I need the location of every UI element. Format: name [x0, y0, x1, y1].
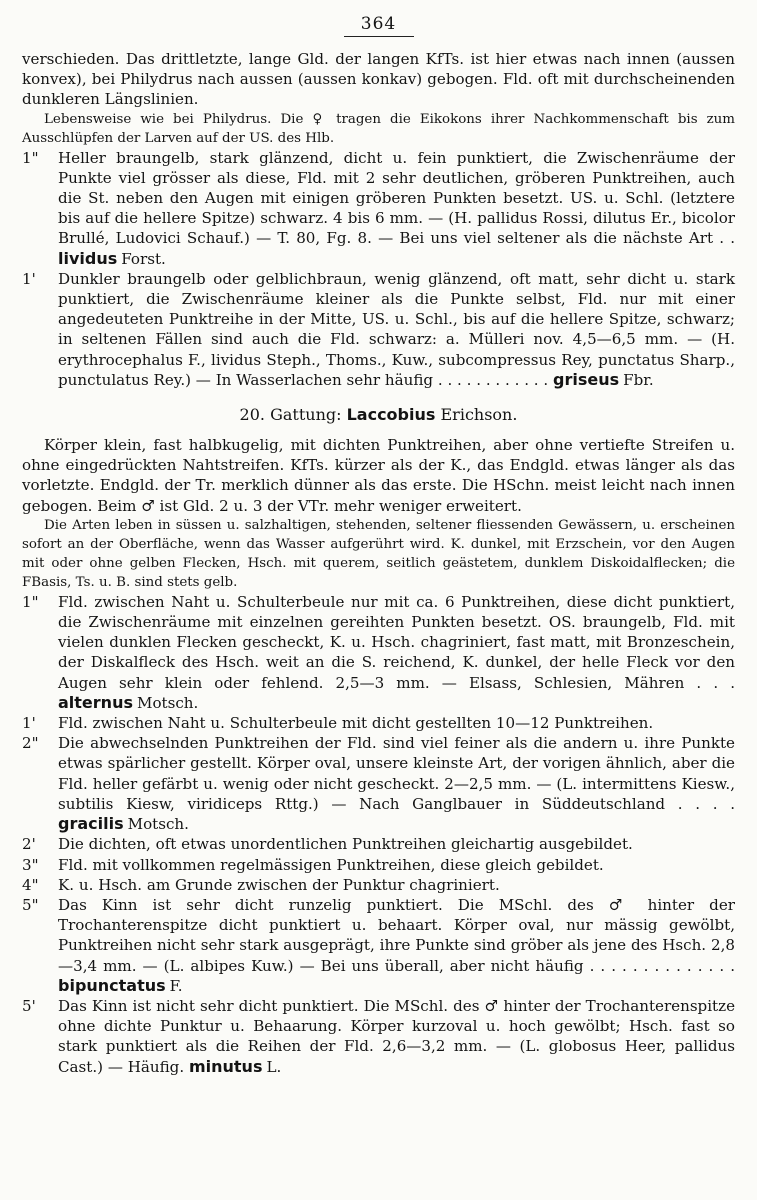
entry-text [58, 996, 735, 1077]
key-entry [22, 592, 735, 713]
genus-author: Erichson. [440, 405, 518, 425]
species-name: griseus [553, 369, 620, 389]
entry-number: 1" [22, 592, 39, 611]
entry-number: 1' [22, 714, 36, 733]
species-author: Motsch. [127, 815, 189, 834]
key-entry [22, 269, 735, 390]
entry-text [58, 592, 735, 713]
key-entries-hydrobius [22, 148, 735, 390]
entry-number: 4" [22, 875, 39, 894]
entry-number: 5' [22, 996, 36, 1015]
key-entry [22, 875, 735, 895]
species-name: lividus [58, 248, 118, 268]
entry-text [58, 895, 735, 996]
genus-name: Laccobius [346, 405, 436, 425]
header-rule [344, 36, 414, 37]
entry-number: 3" [22, 855, 39, 874]
entry-number: 5" [22, 895, 39, 914]
entry-description: Das Kinn ist nicht sehr dicht punktiert. Die MSchl. des ♂ hinter der Trochanterenspitze ohne dichte Punktur u. Behaarung. Körper kurzoval u. hoch gewölbt; Hsch. fast so stark punktiert als die Reihen der Fld. 2,6—3,2 mm. — (L. globosus Heer, pallidus Cast.) — Häufig. [58, 996, 735, 1076]
species-author: Forst. [121, 249, 166, 268]
entry-number: 1" [22, 148, 39, 167]
intro-paragraph: verschieden. Das drittletzte, lange Gld. der langen KfTs. ist hier etwas nach innen (aussen konvex), bei Philydrus nach aussen (aussen konkav) gebogen. Fld. oft mit durchscheinenden dunkleren Längslinien. [22, 50, 735, 109]
entry-description: Fld. zwischen Naht u. Schulterbeule nur mit ca. 6 Punktreihen, diese dicht punktiert, die Zwischenräume mit einzelnen gereihten Punkten besetzt. OS. braungelb, Fld. mit vielen dunklen Flecken gescheckt, K. u. Hsch. chagriniert, fast matt, mit Bronzeschein, der Diskalfleck des Hsch. weit an die S. reichend, K. dunkel, der helle Fleck vor den Augen sehr klein oder fehlend. 2,5—3 mm. — Elsass, Schlesien, Mähren . . . [58, 592, 735, 692]
entry-description: Dunkler braungelb oder gelblichbraun, wenig glänzend, oft matt, sehr dicht u. stark punktiert, die Zwischenräume kleiner als die Punkte selbst, Fld. nur mit einer angedeuteten Punktreihe in der Mitte, US. u. Schl., bis auf die hellere Spitze, schwarz; in seltenen Fällen sind auch die Fld. schwarz: a. Mülleri nov. 4,5—6,5 mm. — (H. erythrocephalus F., lividus Steph., Thoms., Kuw., subcompressus Rey, punctatus Sharp., punctulatus Rey.) — In Wasserlachen sehr häufig . . . . . . . . . . . . [58, 269, 735, 389]
entry-number: 1' [22, 269, 36, 288]
species-name: gracilis [58, 814, 124, 834]
species-author: L. [266, 1057, 282, 1076]
page-number: 364 [360, 14, 397, 34]
entry-text: K. u. Hsch. am Grunde zwischen der Punktur chagriniert. [58, 875, 500, 894]
species-name: bipunctatus [58, 975, 166, 995]
entry-text: Fld. mit vollkommen regelmässigen Punktreihen, diese gleich gebildet. [58, 855, 604, 874]
entry-description: Die abwechselnden Punktreihen der Fld. sind viel feiner als die andern u. ihre Punkte etwas spärlicher gestellt. Körper oval, unsere kleinste Art, der vorigen ähnlich, aber die Fld. heller gefärbt u. wenig oder nicht gescheckt. 2—2,5 mm. — (L. intermittens Kiesw., subtilis Kiesw, viridiceps Rttg.) — Nach Ganglbauer in Süddeutschland . . . . [58, 734, 735, 813]
entry-text [58, 733, 735, 834]
key-entry [22, 834, 735, 854]
key-entries-laccobius [22, 592, 735, 1077]
key-entry [22, 148, 735, 269]
entry-text: Fld. zwischen Naht u. Schulterbeule mit dicht gestellten 10—12 Punktreihen. [58, 714, 654, 733]
key-entry [22, 733, 735, 834]
species-name: minutus [188, 1056, 263, 1076]
genus-heading [22, 404, 735, 426]
genus-prefix: 20. Gattung: [239, 405, 342, 425]
species-author: Fbr. [623, 370, 654, 389]
entry-text [58, 148, 735, 269]
entry-description: Das Kinn ist sehr dicht runzelig punktiert. Die MSchl. des ♂ hinter der Trochanterenspitze dicht punktiert u. behaart. Körper oval, nur mässig gewölbt, Punktreihen nicht sehr stark ausgeprägt, ihre Punkte sind gröber als jene des Hsch. 2,8—3,4 mm. — (L. albipes Kuw.) — Bei uns überall, aber nicht häufig . . . . . . . . . . . . . . [58, 895, 735, 975]
entry-number: 2" [22, 734, 39, 753]
key-entry [22, 855, 735, 875]
key-entry [22, 996, 735, 1077]
genus-description: Körper klein, fast halbkugelig, mit dichten Punktreihen, aber ohne vertiefte Streifen u. ohne eingedrückten Nahtstreifen. KfTs. kürzer als der K., das Endgld. etwas länger als das vorletzte. Endgld. der Tr. merklich dünner als das erste. Die HSchn. meist leicht nach innen gebogen. Beim ♂ ist Gld. 2 u. 3 der VTr. mehr weniger erweitert. [22, 436, 735, 515]
entry-text: Die dichten, oft etwas unordentlichen Punktreihen gleichartig ausgebildet. [58, 835, 633, 854]
key-entry [22, 895, 735, 996]
entry-number: 2' [22, 835, 36, 854]
entry-text [58, 269, 735, 390]
species-name: alternus [58, 692, 133, 712]
key-entry [22, 713, 735, 733]
species-author: Motsch. [136, 693, 199, 712]
lifestyle-note: Lebensweise wie bei Philydrus. Die ♀ tragen die Eikokons ihrer Nachkommenschaft bis zum Ausschlüpfen der Larven auf der US. des Hlb. [22, 111, 735, 146]
species-author: F. [169, 976, 183, 995]
genus-habitat-note: Die Arten leben in süssen u. salzhaltigen, stehenden, seltener fliessenden Gewässern, u. erscheinen sofort an der Oberfläche, wenn das Wasser aufgerührt wird. K. dunkel, mit Erzschein, vor den Augen mit oder ohne gelben Flecken, Hsch. mit querem, seitlich geästetem, dunklem Diskoidalflecken; die FBasis, Ts. u. B. sind stets gelb. [22, 517, 735, 590]
entry-description: Heller braungelb, stark glänzend, dicht u. fein punktiert, die Zwischenräume der Punkte viel grösser als diese, Fld. mit 2 sehr deutlichen, gröberen Punktreihen, auch die St. neben den Augen mit einigen gröberen Punkten besetzt. US. u. Schl. (letztere bis auf die hellere Spitze) schwarz. 4 bis 6 mm. — (H. pallidus Rossi, dilutus Er., bicolor Brullé, Ludovici Schauf.) — T. 80, Fg. 8. — Bei uns viel seltener als die nächste Art . . [58, 148, 735, 248]
